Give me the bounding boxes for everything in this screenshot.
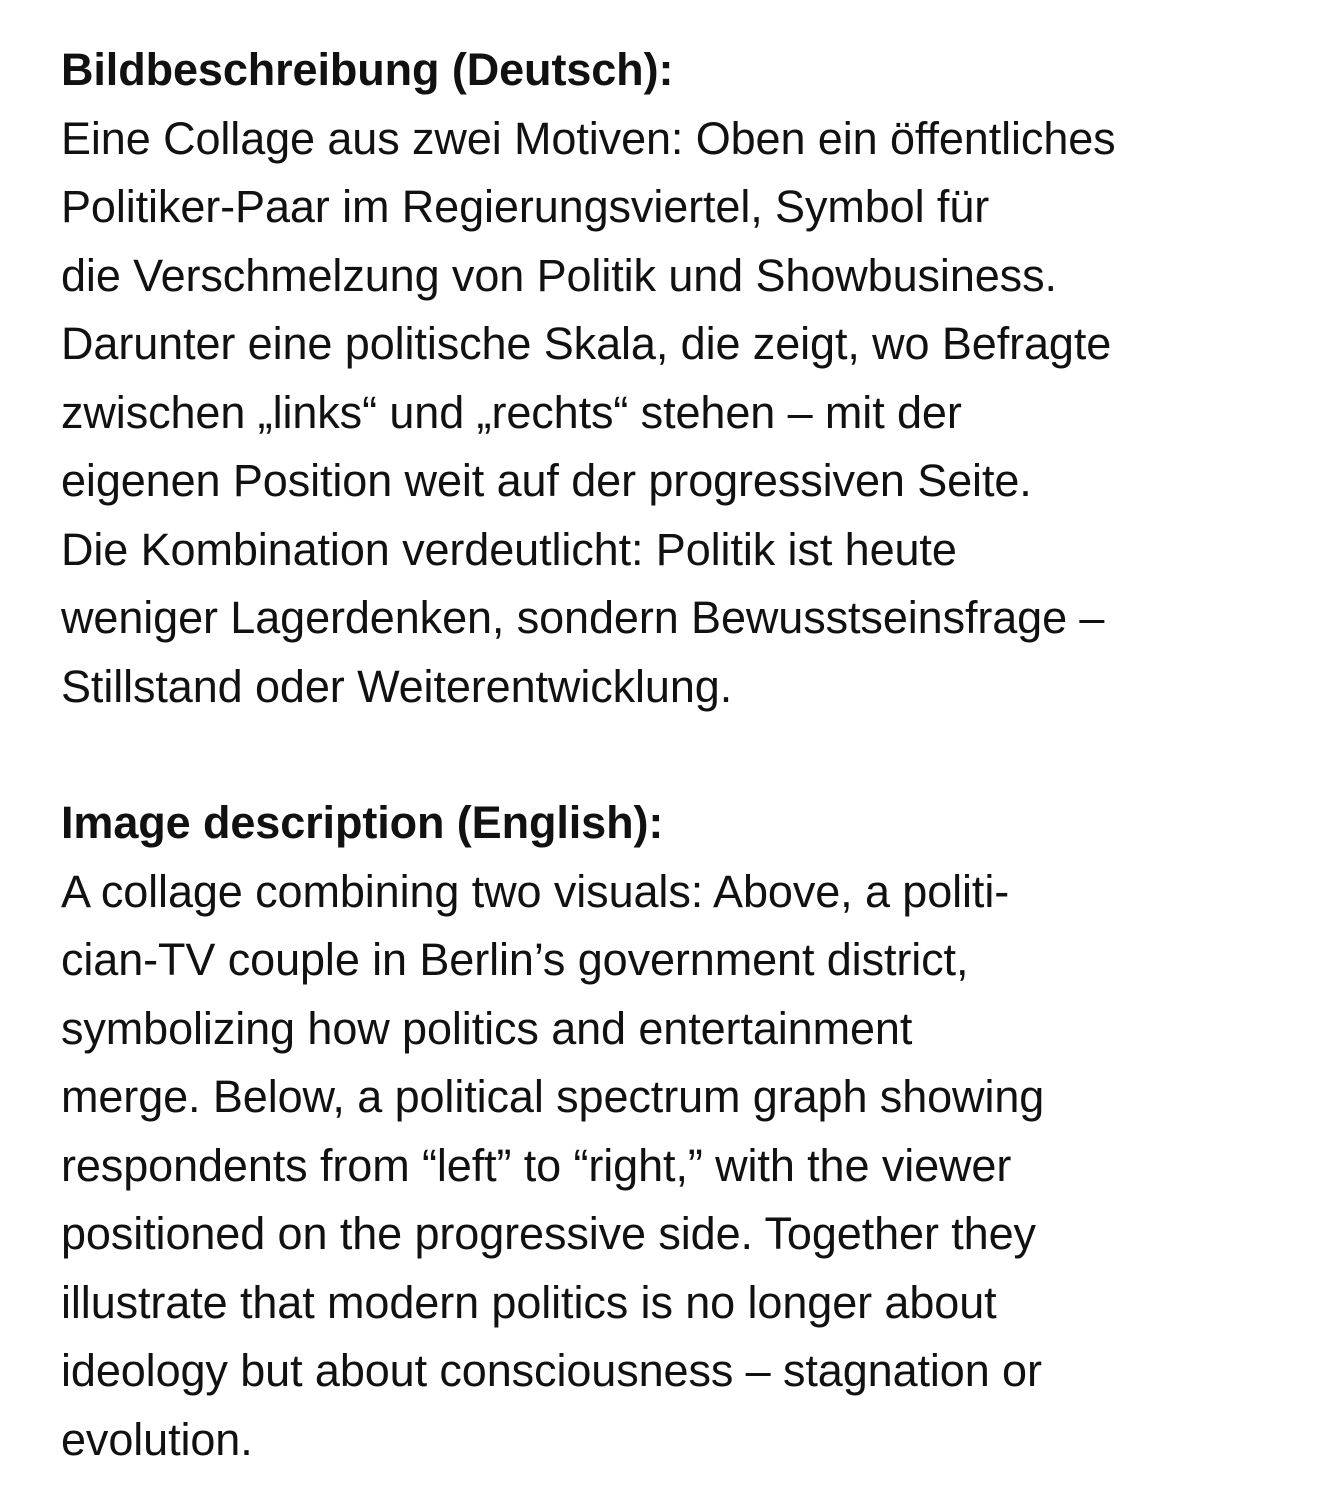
german-description-line: zwischen „links“ und „rechts“ stehen – mit der — [61, 386, 962, 438]
english-description-line: evolution. — [61, 1413, 253, 1465]
english-description-line: merge. Below, a political spectrum graph showing — [61, 1071, 1045, 1122]
english-description-line: A collage combining two visuals: Above, a politi- — [61, 865, 1010, 917]
german-description-line: weniger Lagerdenken, sondern Bewusstseinsfrage – — [61, 592, 1105, 643]
german-description-line: Darunter eine politische Skala, die zeigt, wo Befragte — [61, 318, 1112, 369]
german-description-line: eigenen Position weit auf der progressiven Seite. — [61, 455, 1032, 506]
german-description-line: Stillstand oder Weiterentwicklung. — [61, 660, 733, 712]
english-description-line: ideology but about consciousness – stagnation or — [61, 1345, 1042, 1396]
english-description-section — [61, 789, 1291, 1474]
german-description-section — [61, 36, 1291, 721]
english-description-line: respondents from “left” to “right,” with the viewer — [61, 1139, 1012, 1191]
german-description-line: Eine Collage aus zwei Motiven: Oben ein öffentliches — [61, 112, 1116, 164]
description-page — [61, 36, 1291, 1474]
english-description-line: illustrate that modern politics is no longer about — [61, 1276, 997, 1328]
german-description-heading: Bildbeschreibung (Deutsch): — [61, 44, 674, 95]
english-description-heading: Image description (English): — [61, 797, 664, 848]
german-description-line: Politiker-Paar im Regierungsviertel, Symbol für — [61, 181, 990, 232]
german-description-line: die Verschmelzung von Politik und Showbusiness. — [61, 249, 1057, 301]
english-description-line: symbolizing how politics and entertainment — [61, 1002, 913, 1054]
english-description-line: cian-TV couple in Berlin’s government district, — [61, 934, 969, 985]
german-description-line: Die Kombination verdeutlicht: Politik ist heute — [61, 523, 957, 575]
english-description-line: positioned on the progressive side. Together they — [61, 1208, 1036, 1259]
